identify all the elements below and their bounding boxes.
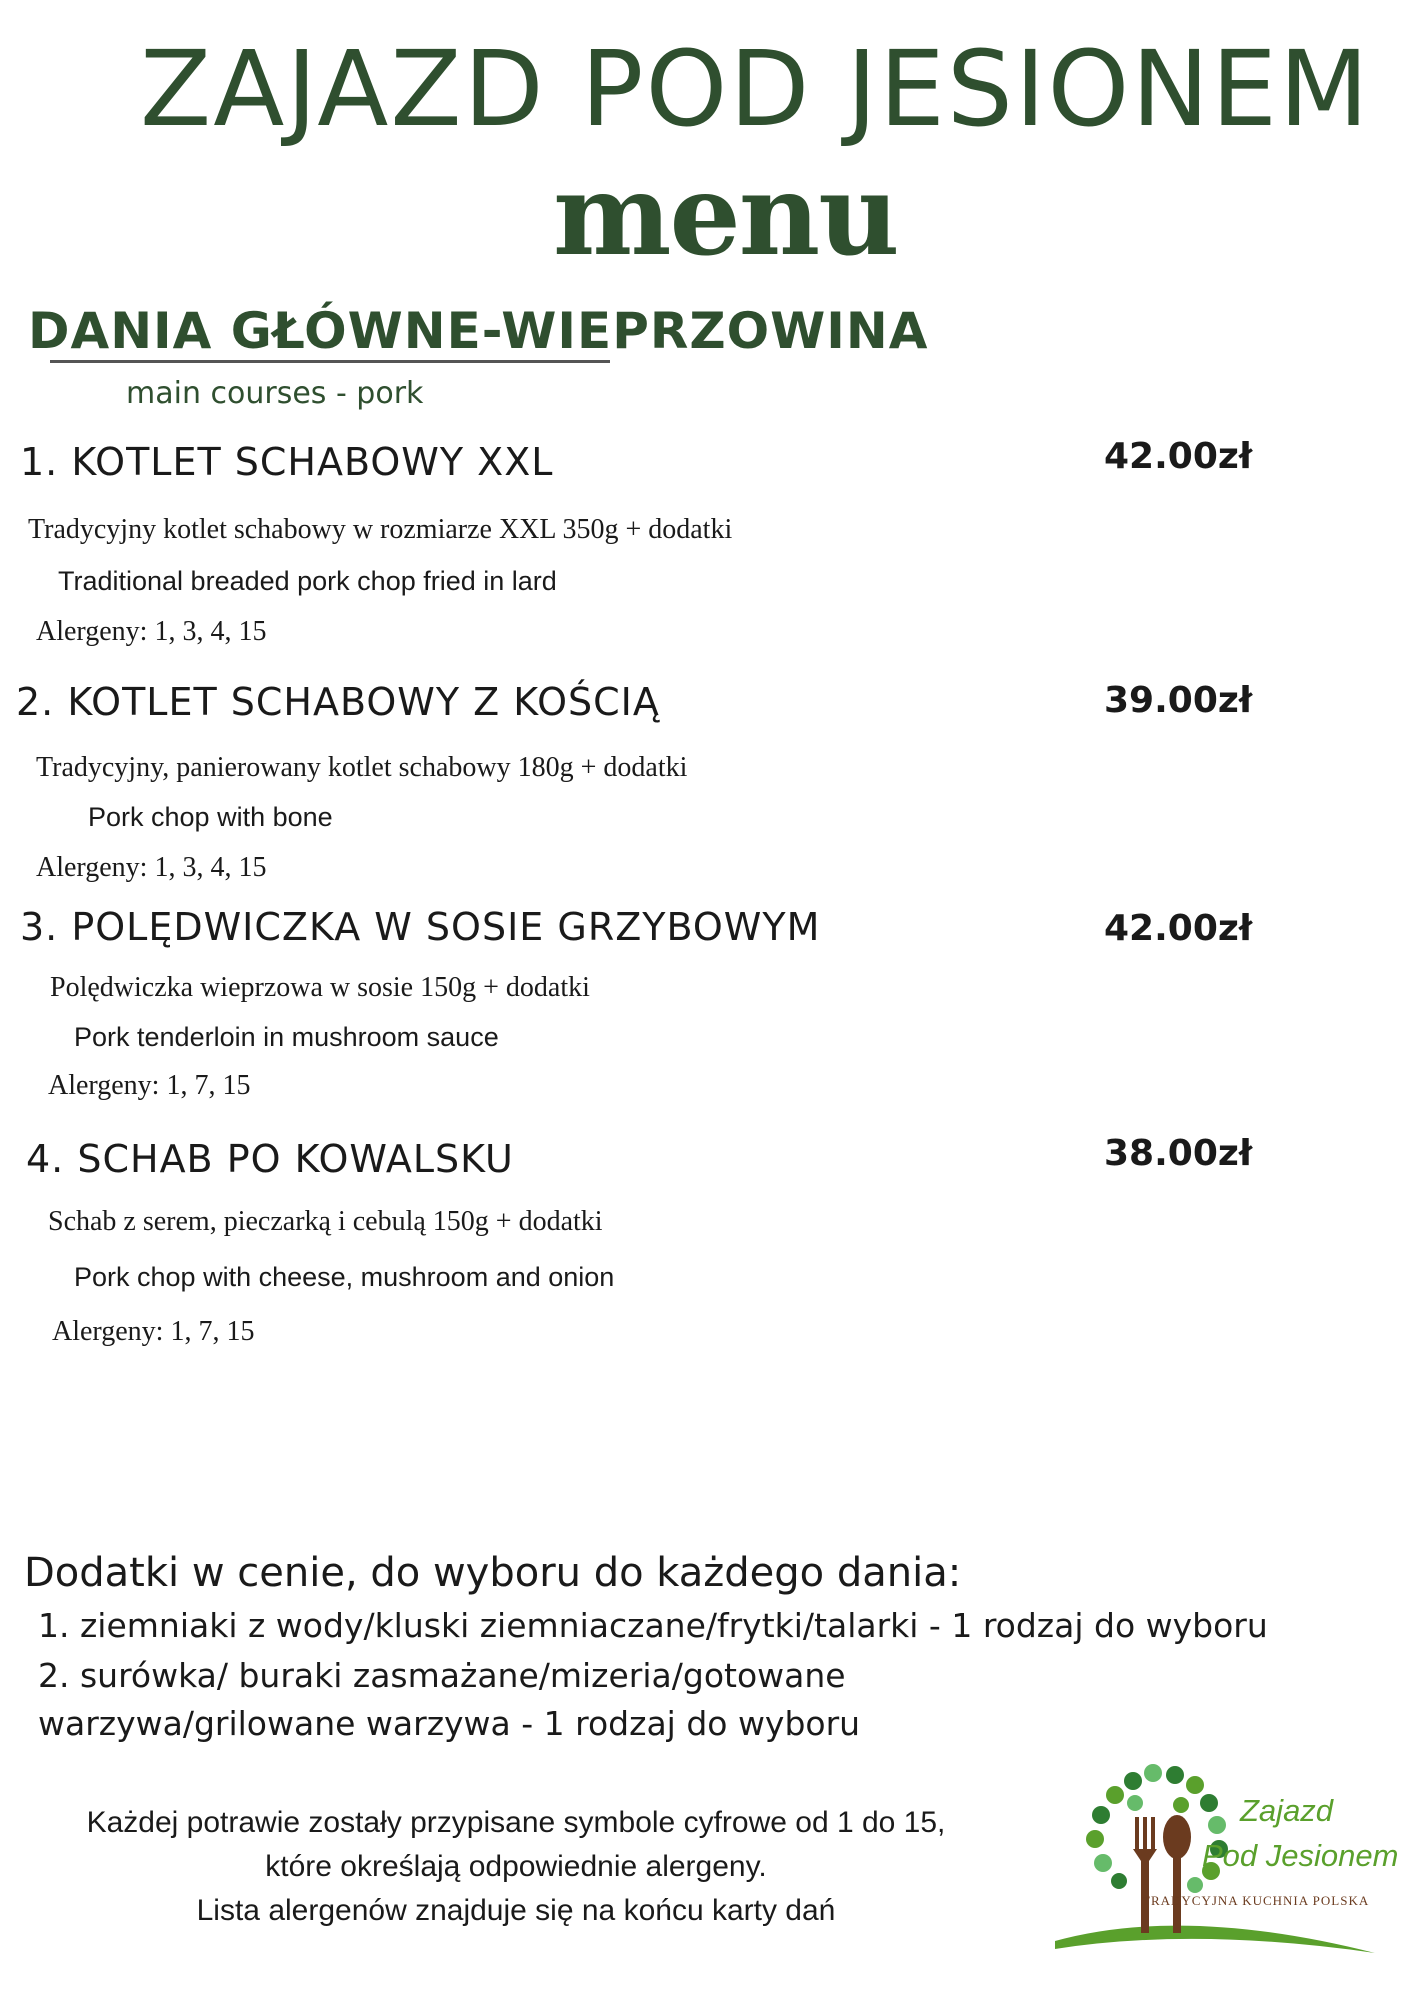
fork-icon	[1133, 1817, 1157, 1933]
dish-price: 42.00zł	[1104, 908, 1253, 949]
extras-option-2: 2. surówka/ buraki zasmażane/mizeria/gotowane	[38, 1656, 846, 1695]
dish-description-pl: Polędwiczka wieprzowa w sosie 150g + dodatki	[50, 972, 590, 1003]
dish-name: 2. KOTLET SCHABOWY Z KOŚCIĄ	[16, 680, 660, 724]
dish-description-pl: Schab z serem, pieczarką i cebulą 150g + dodatki	[48, 1206, 603, 1237]
dish-price: 42.00zł	[1104, 436, 1253, 477]
dish-name: 4. SCHAB PO KOWALSKU	[26, 1137, 514, 1181]
spoon-icon	[1163, 1815, 1191, 1933]
dish-price: 39.00zł	[1104, 680, 1253, 721]
allergen-note-line-3: Lista alergenów znajduje się na końcu karty dań	[196, 1894, 836, 1927]
section-subtitle: main courses - pork	[126, 376, 424, 411]
logo-name-line-2: Pod Jesionem	[1202, 1838, 1399, 1873]
dish-name: 1. KOTLET SCHABOWY XXL	[20, 440, 554, 484]
dish-price: 38.00zł	[1104, 1133, 1253, 1174]
dish-description-pl: Tradycyjny kotlet schabowy w rozmiarze XXL 350g + dodatki	[28, 514, 733, 545]
dish-allergens: Alergeny: 1, 7, 15	[48, 1070, 251, 1101]
dish-allergens: Alergeny: 1, 3, 4, 15	[36, 616, 267, 647]
logo-name-line-1: Zajazd	[1240, 1793, 1334, 1828]
extras-title: Dodatki w cenie, do wyboru do każdego dania:	[24, 1550, 962, 1596]
dish-name: 3. POLĘDWICZKA W SOSIE GRZYBOWYM	[20, 905, 821, 949]
extras-option-1: 1. ziemniaki z wody/kluski ziemniaczane/frytki/talarki - 1 rodzaj do wyboru	[38, 1606, 1268, 1645]
dish-description-en: Pork tenderloin in mushroom sauce	[74, 1022, 499, 1052]
dish-description-pl: Tradycyjny, panierowany kotlet schabowy 180g + dodatki	[36, 752, 688, 783]
allergen-note-line-2: które określają odpowiednie alergeny.	[265, 1850, 767, 1883]
dish-allergens: Alergeny: 1, 3, 4, 15	[36, 852, 267, 883]
dish-description-en: Traditional breaded pork chop fried in lard	[58, 566, 557, 596]
extras-option-2-continued: warzywa/grilowane warzywa - 1 rodzaj do wyboru	[38, 1704, 861, 1743]
dish-allergens: Alergeny: 1, 7, 15	[52, 1316, 255, 1347]
dish-description-en: Pork chop with cheese, mushroom and onion	[74, 1262, 615, 1292]
logo-tagline: TRADYCYJNA KUCHNIA POLSKA	[1142, 1893, 1370, 1908]
section-divider	[50, 360, 610, 363]
allergen-note-line-1: Każdej potrawie zostały przypisane symbole cyfrowe od 1 do 15,	[86, 1806, 946, 1839]
dish-description-en: Pork chop with bone	[88, 802, 333, 832]
restaurant-title: ZAJAZD POD JESIONEM	[140, 28, 1371, 150]
section-title: DANIA GŁÓWNE-WIEPRZOWINA	[28, 302, 929, 360]
ground-swoosh-icon	[1055, 1926, 1375, 1953]
menu-heading: menu	[553, 150, 898, 281]
